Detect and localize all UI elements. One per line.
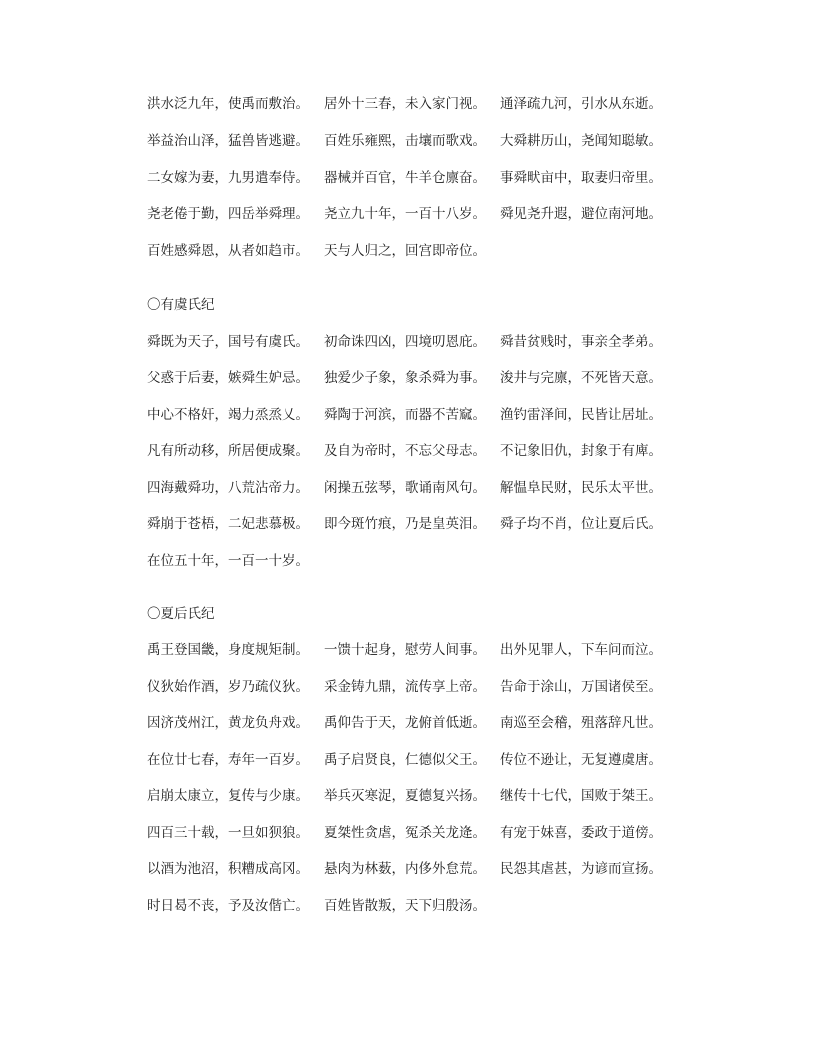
verse-line: [147, 92, 787, 116]
verse-phrase: 解愠阜民财，民乐太平世。: [500, 480, 662, 496]
verse-phrase: 舜崩于苍梧，二妃悲慕极。: [147, 516, 309, 532]
verse-line: [147, 202, 787, 226]
verse-phrase: 禹仰告于天，龙俯首低逝。: [324, 715, 486, 731]
verse-phrase: 初命诛四凶，四境叨恩庇。: [324, 334, 486, 350]
verse-phrase: 仪狄始作酒，岁乃疏仪狄。: [147, 679, 309, 695]
verse-phrase: 洪水泛九年，使禹而敷治。: [147, 96, 309, 112]
verse-line: [147, 476, 787, 500]
verse-line: [147, 784, 787, 808]
verse-phrase: 出外见罪人，下车问而泣。: [500, 642, 662, 658]
verse-line: [147, 894, 787, 918]
verse-phrase: 举益治山泽，猛兽皆逃避。: [147, 133, 309, 149]
verse-phrase: 悬肉为林薮，内侈外怠荒。: [324, 861, 486, 877]
verse-phrase: 即今斑竹痕，乃是皇英泪。: [324, 516, 486, 532]
verse-phrase: 大舜耕历山，尧闻知聪敏。: [500, 133, 662, 149]
verse-phrase: 采金铸九鼎，流传享上帝。: [324, 679, 486, 695]
verse-line: [147, 166, 787, 190]
verse-phrase: 四百三十载，一旦如狈狼。: [147, 825, 309, 841]
verse-phrase: 四海戴舜功，八荒沾帝力。: [147, 480, 309, 496]
verse-phrase: 渔钓雷泽间，民皆让居址。: [500, 407, 662, 423]
verse-phrase: 民怨其虐甚，为谚而宣扬。: [500, 861, 662, 877]
verse-phrase: 事舜畎亩中，取妻归帝里。: [500, 170, 662, 186]
verse-phrase: 百姓乐雍熙，击壤而歌戏。: [324, 133, 486, 149]
verse-phrase: 以酒为池沼，积糟成高冈。: [147, 861, 309, 877]
verse-phrase: 天与人归之，回宫即帝位。: [324, 243, 486, 259]
verse-phrase: 启崩太康立，复传与少康。: [147, 788, 309, 804]
verse-phrase: 告命于涂山，万国诸侯至。: [500, 679, 662, 695]
verse-line: [147, 239, 787, 263]
verse-line: [147, 512, 787, 536]
verse-line: [147, 439, 787, 463]
verse-phrase: 居外十三春，未入家门视。: [324, 96, 486, 112]
verse-phrase: 南巡至会稽，殂落辞凡世。: [500, 715, 662, 731]
verse-line: [147, 330, 787, 354]
verse-line: [147, 821, 787, 845]
verse-phrase: 继传十七代，国败于桀王。: [500, 788, 662, 804]
verse-phrase: 在位五十年，一百一十岁。: [147, 553, 309, 569]
verse-line: [147, 366, 787, 390]
verse-phrase: 中心不格奸，竭力烝烝乂。: [147, 407, 309, 423]
verse-line: [147, 403, 787, 427]
verse-phrase: 凡有所动移，所居便成聚。: [147, 443, 309, 459]
verse-line: [147, 549, 787, 573]
verse-phrase: 舜昔贫贱时，事亲全孝弟。: [500, 334, 662, 350]
verse-phrase: 因济茂州江，黄龙负舟戏。: [147, 715, 309, 731]
section-heading: 〇夏后氏纪: [147, 606, 215, 622]
verse-phrase: 时日曷不丧，予及汝偕亡。: [147, 898, 309, 914]
verse-line: [147, 748, 787, 772]
section-heading: 〇有虞氏纪: [147, 297, 215, 313]
verse-phrase: 传位不逊让，无复遵虞唐。: [500, 752, 662, 768]
verse-phrase: 独爱少子象，象杀舜为事。: [324, 370, 486, 386]
verse-phrase: 舜子均不肖，位让夏后氏。: [500, 516, 662, 532]
verse-phrase: 舜陶于河滨，而器不苦窳。: [324, 407, 486, 423]
verse-line: [147, 711, 787, 735]
verse-phrase: 禹王登国畿，身度规矩制。: [147, 642, 309, 658]
verse-phrase: 舜见尧升遐，避位南河地。: [500, 206, 662, 222]
verse-phrase: 百姓感舜恩，从者如趋市。: [147, 243, 309, 259]
verse-phrase: 夏桀性贪虐，冤杀关龙逄。: [324, 825, 486, 841]
verse-phrase: 尧老倦于勤，四岳举舜理。: [147, 206, 309, 222]
verse-phrase: 尧立九十年，一百十八岁。: [324, 206, 486, 222]
verse-phrase: 通泽疏九河，引水从东逝。: [500, 96, 662, 112]
verse-line: [147, 675, 787, 699]
verse-line: [147, 857, 787, 881]
verse-line: [147, 638, 787, 662]
verse-phrase: 有宠于妹喜，委政于道傍。: [500, 825, 662, 841]
verse-phrase: 一馈十起身，慰劳人间事。: [324, 642, 486, 658]
verse-line: [147, 129, 787, 153]
verse-phrase: 舜既为天子，国号有虞氏。: [147, 334, 309, 350]
verse-phrase: 浚井与完廪，不死皆天意。: [500, 370, 662, 386]
verse-phrase: 及自为帝时，不忘父母志。: [324, 443, 486, 459]
verse-phrase: 在位廿七春，寿年一百岁。: [147, 752, 309, 768]
verse-phrase: 父惑于后妻，嫉舜生妒忌。: [147, 370, 309, 386]
verse-phrase: 举兵灭寒浞，夏德复兴扬。: [324, 788, 486, 804]
verse-phrase: 百姓皆散叛，天下归殷汤。: [324, 898, 486, 914]
verse-phrase: 闲操五弦琴，歌诵南风句。: [324, 480, 486, 496]
verse-phrase: 器械并百官，牛羊仓廪奋。: [324, 170, 486, 186]
verse-phrase: 二女嫁为妻，九男遣奉侍。: [147, 170, 309, 186]
verse-phrase: 禹子启贤良，仁德似父王。: [324, 752, 486, 768]
verse-phrase: 不记象旧仇，封象于有庳。: [500, 443, 662, 459]
